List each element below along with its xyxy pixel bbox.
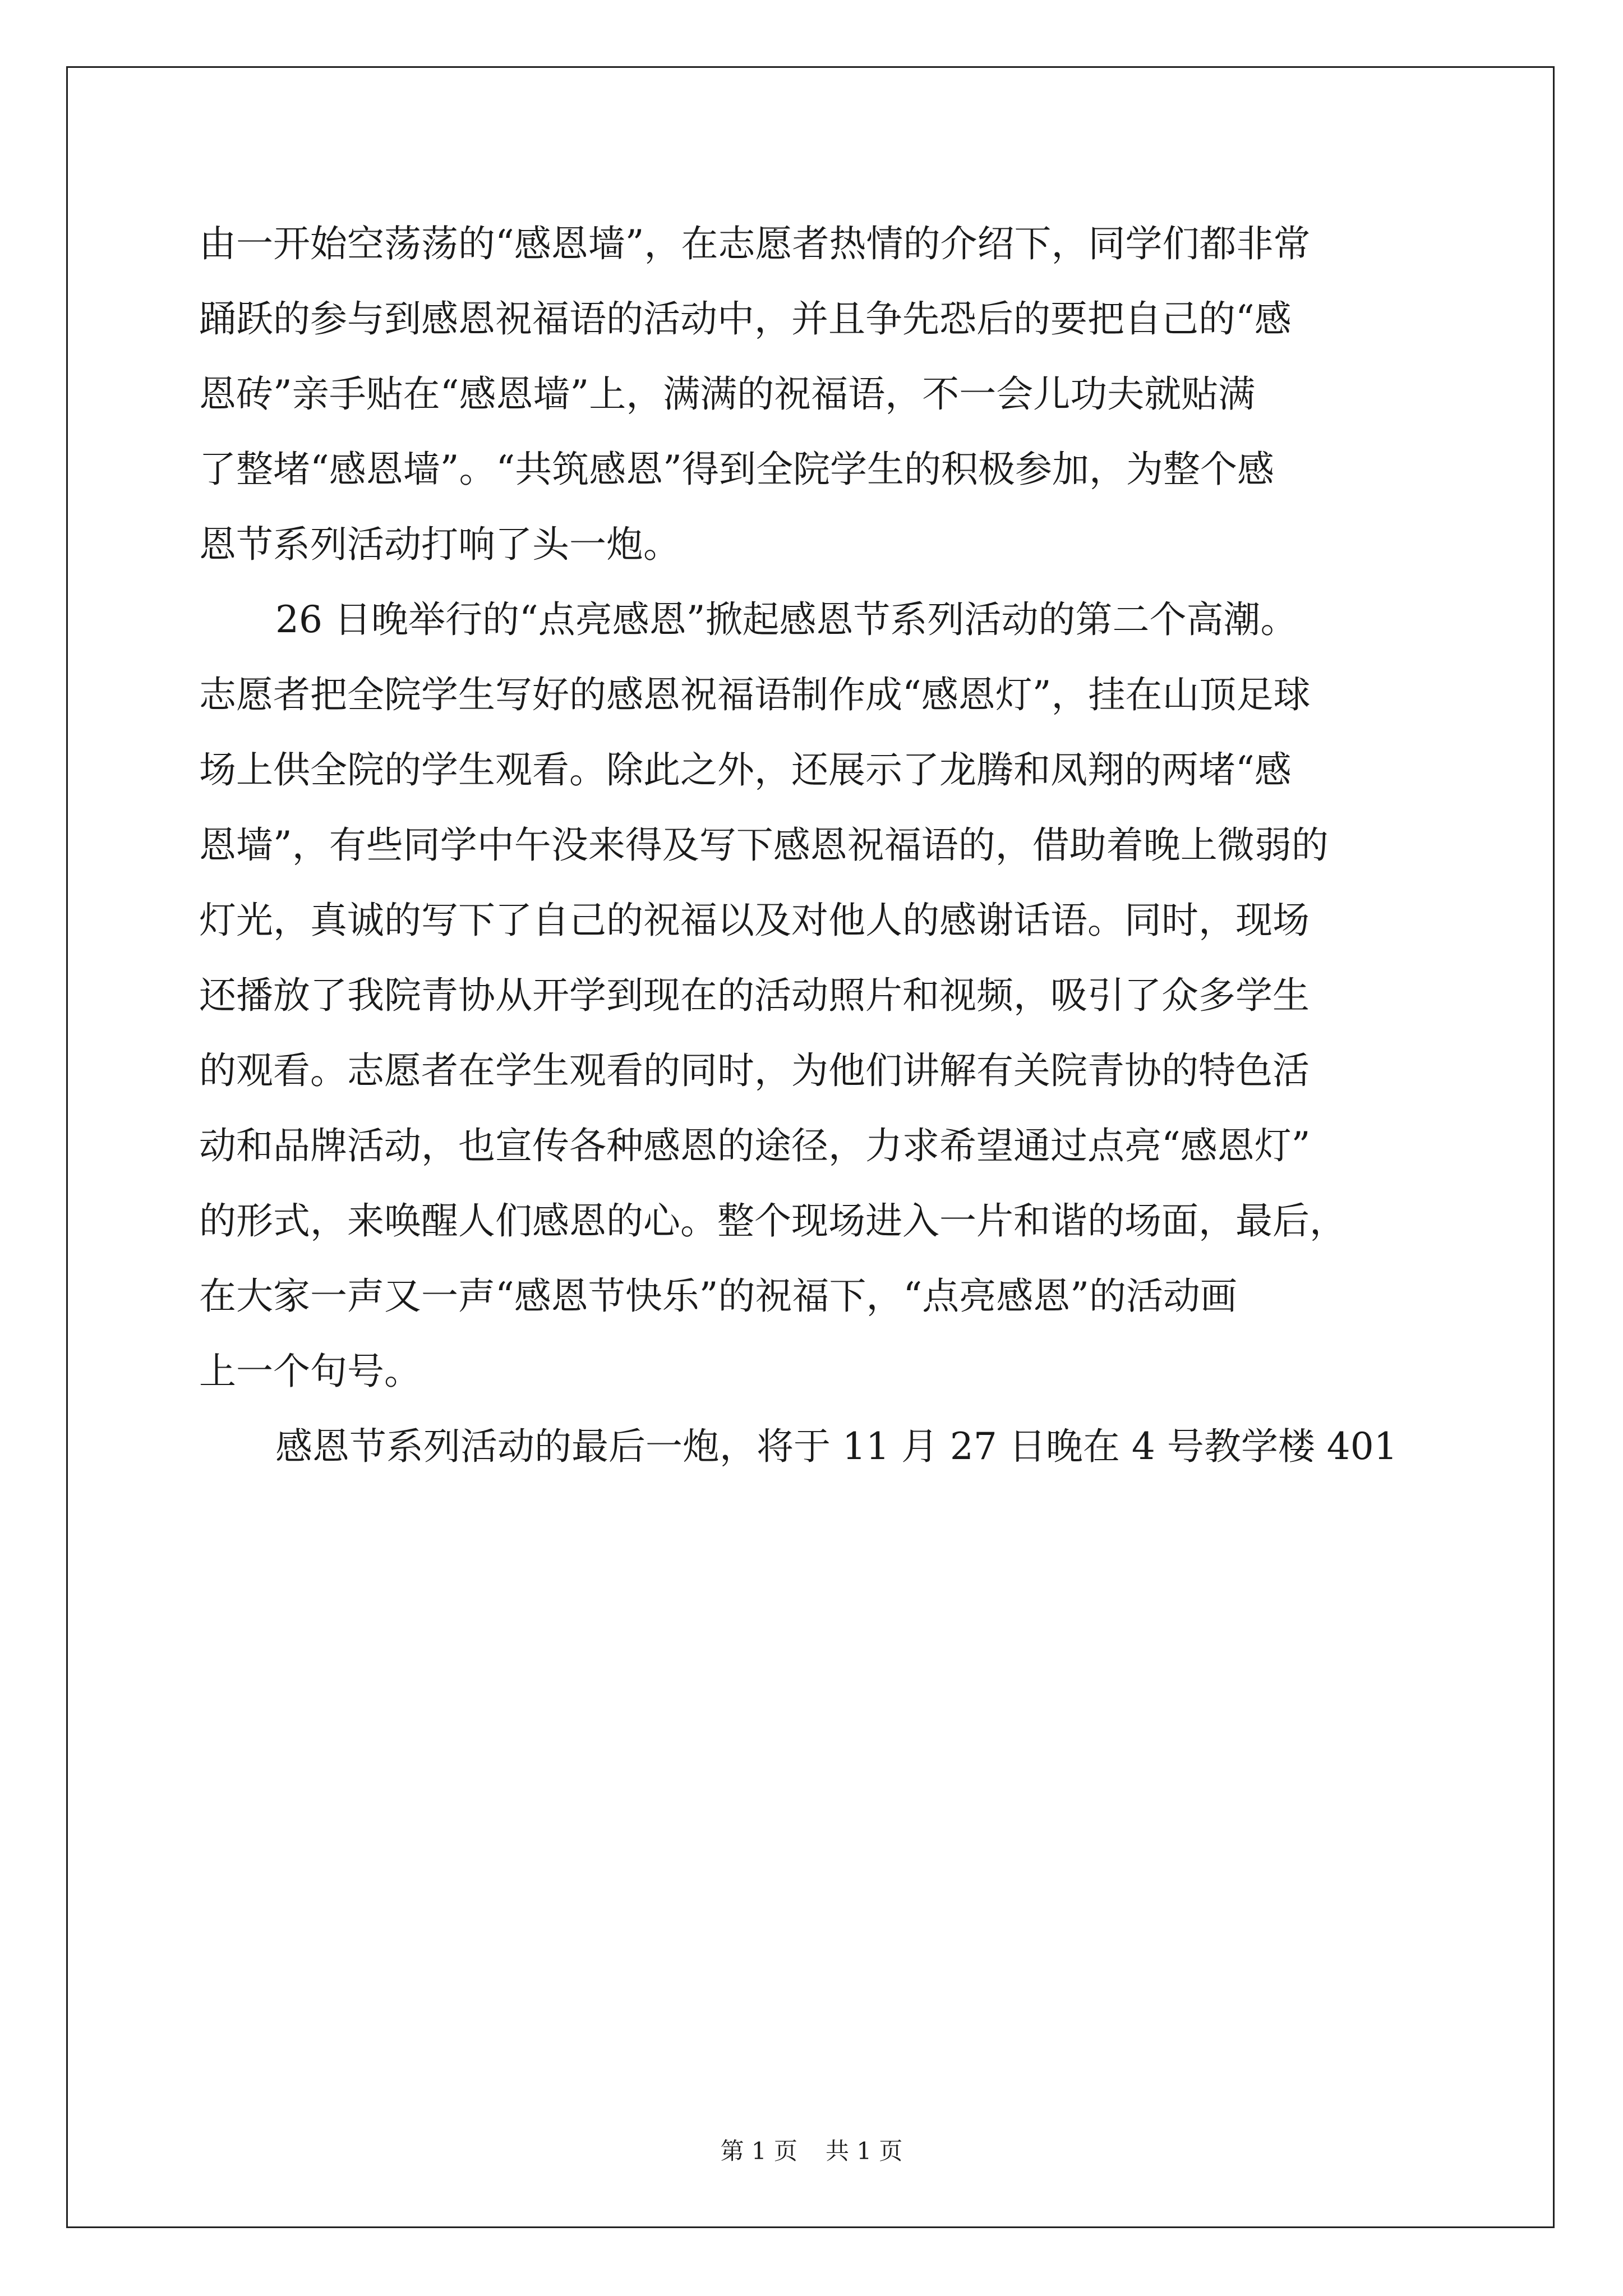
- paragraph-line: 上一个句号。: [199, 1350, 421, 1393]
- paragraph-line: 了整堵“感恩墙”。“共筑感恩”得到全院学生的积极参加，为整个感: [199, 448, 1274, 491]
- paragraph-line: 恩墙”，有些同学中午没来得及写下感恩祝福语的，借助着晚上微弱的: [199, 823, 1329, 867]
- page-footer: [0, 2134, 1623, 2168]
- paragraph-line: 场上供全院的学生观看。除此之外，还展示了龙腾和凤翔的两堵“感: [199, 748, 1292, 792]
- paragraph-line: 的形式，来唤醒人们感恩的心。整个现场进入一片和谐的场面，最后，: [199, 1199, 1347, 1243]
- paragraph-line: 由一开始空荡荡的“感恩墙”，在志愿者热情的介绍下，同学们都非常: [199, 222, 1311, 265]
- document-body: [199, 206, 1433, 1484]
- paragraph-line: 踊跃的参与到感恩祝福语的活动中，并且争先恐后的要把自己的“感: [199, 297, 1292, 341]
- paragraph-line: 动和品牌活动，也宣传各种感恩的途径，力求希望通过点亮“感恩灯”: [199, 1124, 1311, 1167]
- paragraph-line: 还播放了我院青协从开学到现在的活动照片和视频，吸引了众多学生: [199, 974, 1310, 1017]
- paragraph-line: 在大家一声又一声“感恩节快乐”的祝福下，“点亮感恩”的活动画: [199, 1274, 1237, 1318]
- paragraph-line: 志愿者把全院学生写好的感恩祝福语制作成“感恩灯”，挂在山顶足球: [199, 673, 1311, 716]
- paragraph-line: 的观看。志愿者在学生观看的同时，为他们讲解有关院青协的特色活: [199, 1049, 1310, 1092]
- paragraph-line: 恩砖”亲手贴在“感恩墙”上，满满的祝福语，不一会儿功夫就贴满: [199, 372, 1256, 416]
- paragraph-line: 感恩节系列活动的最后一炮，将于 11 月 27 日晚在 4 号教学楼 401: [275, 1425, 1398, 1468]
- page-total: 共 1 页: [826, 2137, 903, 2165]
- paragraph-line: 灯光，真诚的写下了自己的祝福以及对他人的感谢话语。同时，现场: [199, 899, 1310, 942]
- paragraph-line: 26 日晚举行的“点亮感恩”掀起感恩节系列活动的第二个高潮。: [275, 598, 1298, 641]
- paragraph-line: 恩节系列活动打响了头一炮。: [199, 523, 680, 566]
- page-number: 第 1 页: [720, 2137, 797, 2165]
